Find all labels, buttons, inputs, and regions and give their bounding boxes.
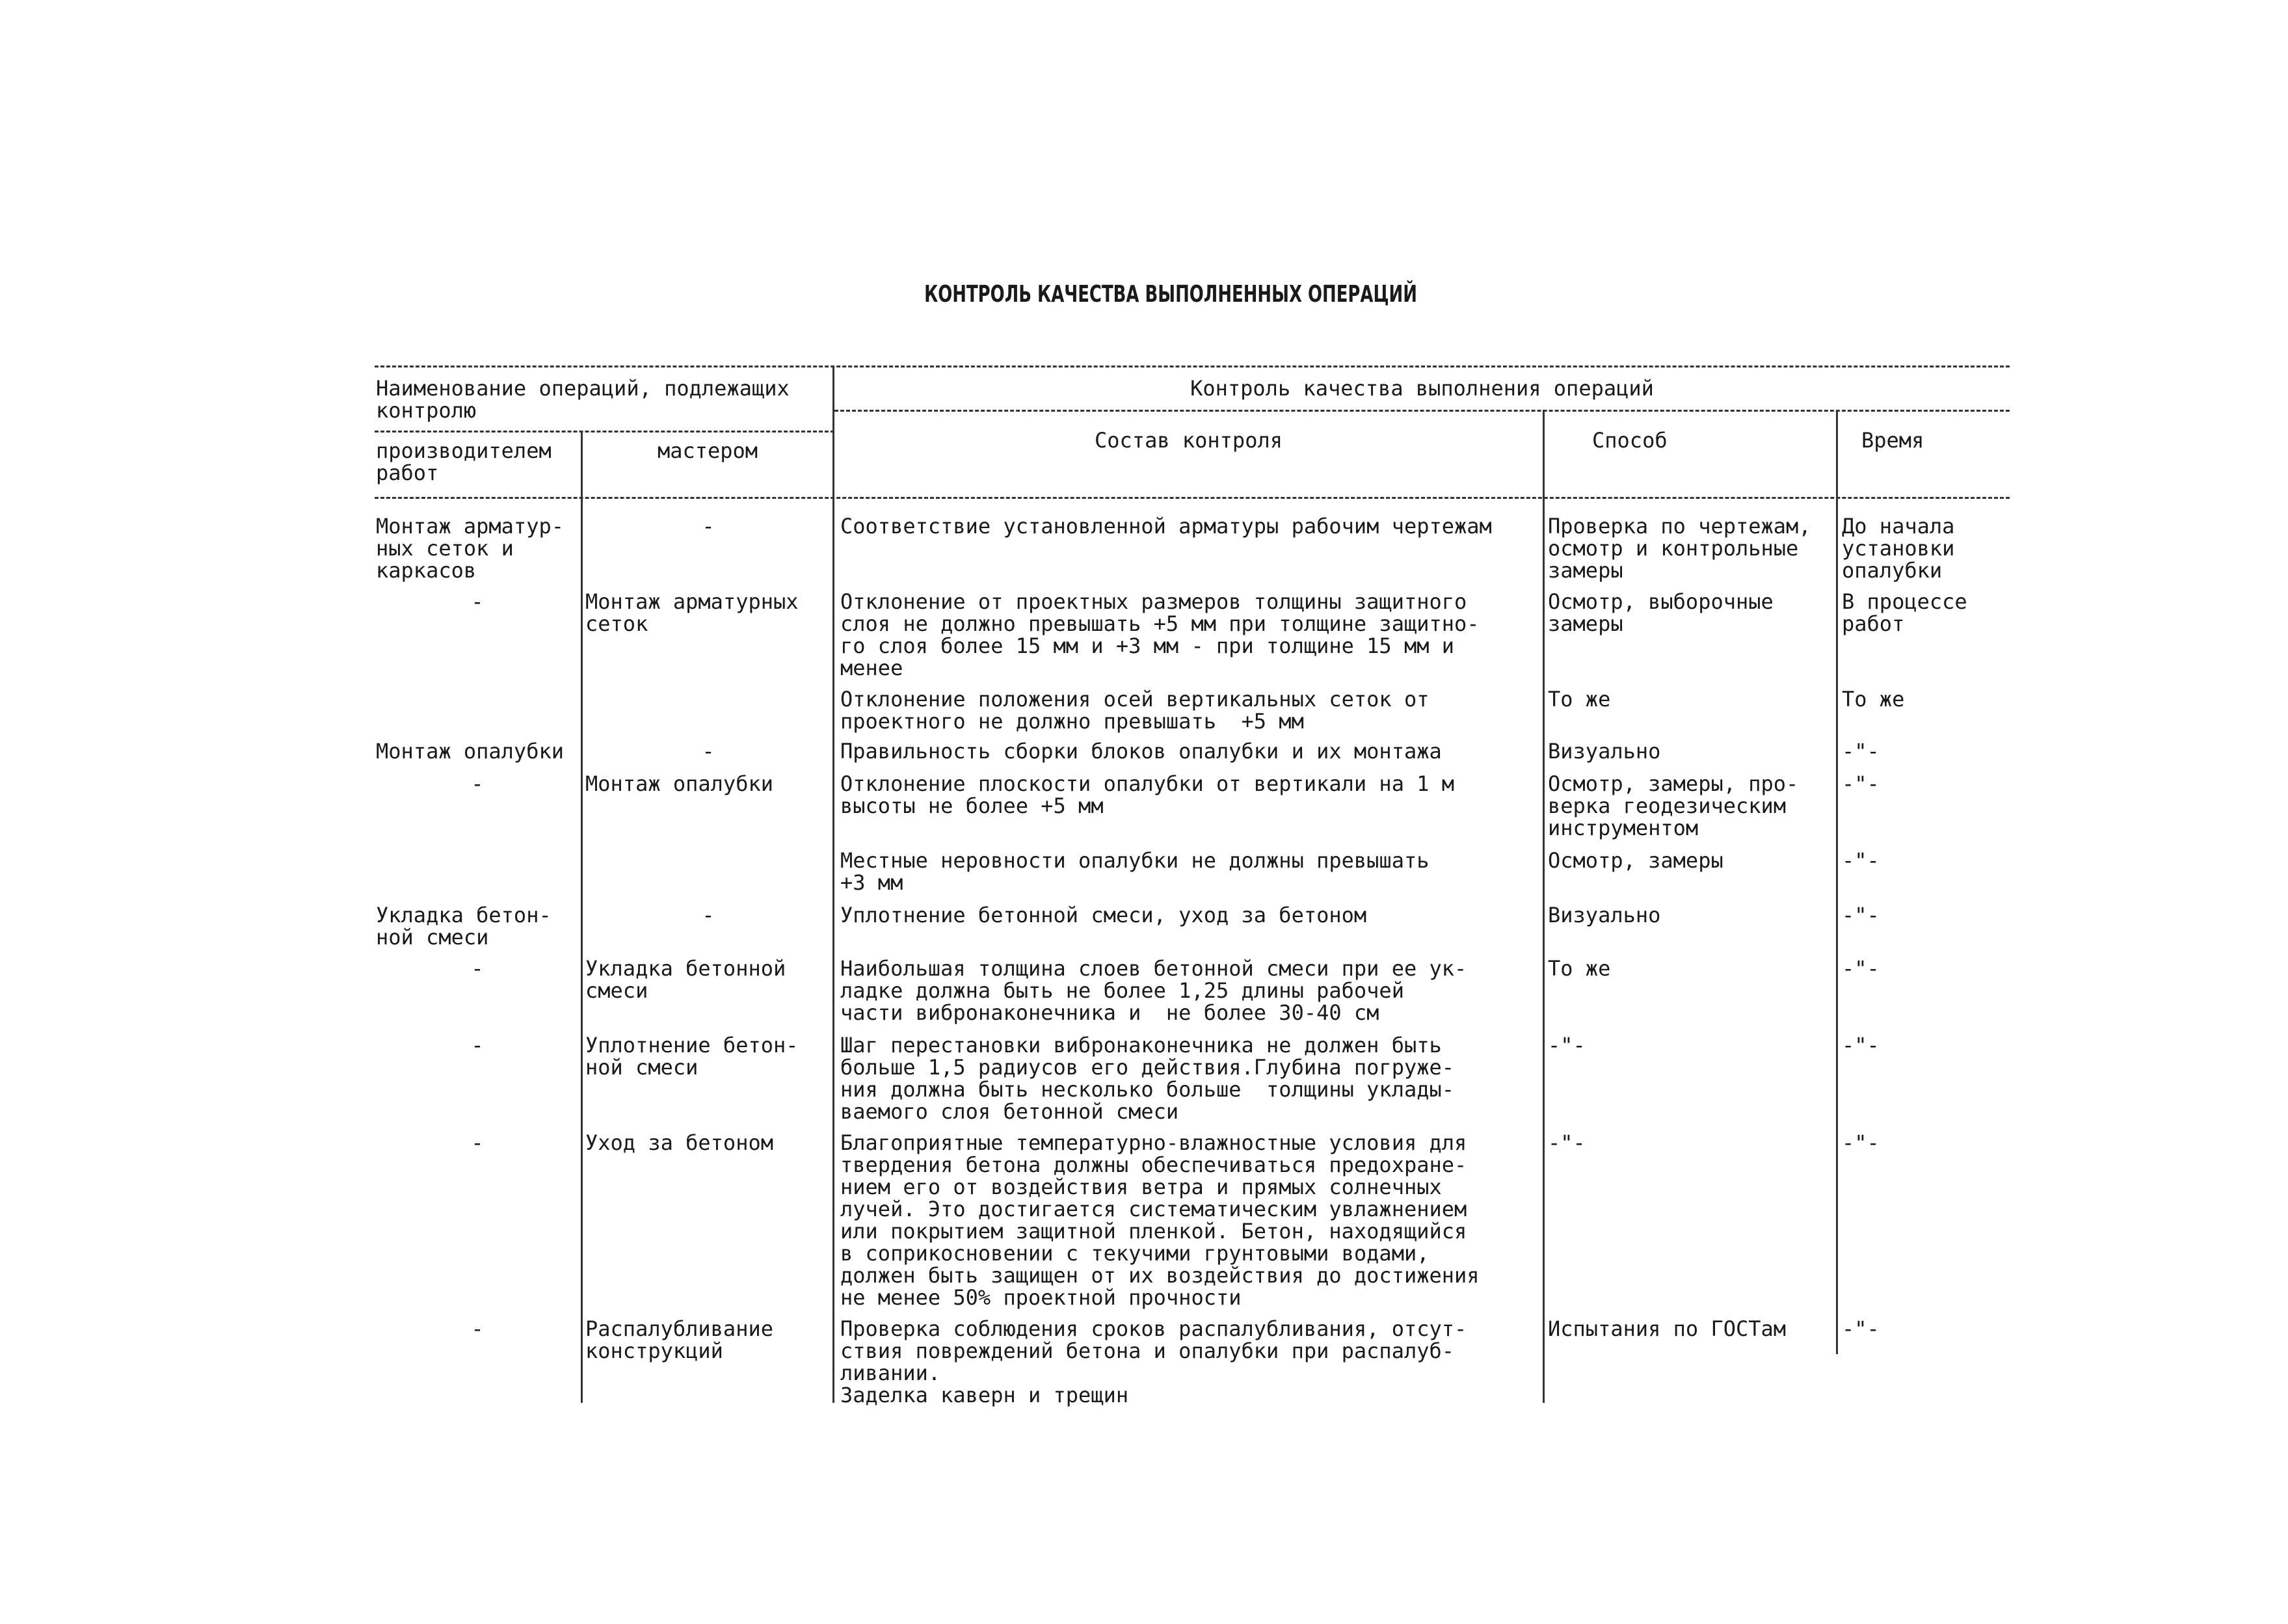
table-cell-producer	[376, 1132, 579, 1154]
text-line: замеры	[1548, 611, 1623, 636]
table-cell-time	[1842, 957, 2011, 979]
text-line: работ	[376, 460, 439, 485]
text-line: Отклонение от проектных размеров толщины защитного	[840, 589, 1467, 614]
text-line: Местные неровности опалубки не должны превышать	[840, 848, 1430, 873]
text-line: Отклонение плоскости опалубки от вертикали на 1 м	[840, 771, 1455, 796]
text-line: Проверка соблюдения сроков распалубливания, отсут-	[840, 1316, 1467, 1341]
text-line: Уплотнение бетон-	[585, 1033, 799, 1058]
text-line: опалубки	[1842, 558, 1943, 583]
text-line: -	[702, 739, 715, 764]
text-line: То же	[1548, 687, 1611, 712]
table-cell-time	[1842, 1034, 2011, 1056]
table-cell-time	[1842, 773, 2011, 795]
text-line: твердения бетона должны обеспечиваться предохране-	[840, 1152, 1467, 1177]
text-line: -	[702, 514, 715, 539]
table-cell-method	[1548, 740, 1834, 762]
text-line: Правильность сборки блоков опалубки и их монтажа	[840, 739, 1442, 764]
text-line: или покрытием защитной пленкой. Бетон, находящийся	[840, 1219, 1467, 1244]
table-cell-composition	[840, 740, 1541, 762]
header-method-column: Способ	[1592, 428, 1668, 453]
table-cell-time	[1842, 904, 2011, 926]
column-divider-1	[581, 431, 583, 1403]
table-cell-method	[1548, 957, 1834, 979]
table-cell-composition	[840, 773, 1541, 817]
table-cell-master	[585, 957, 831, 1002]
header-composition-column: Состав контроля	[1095, 428, 1283, 453]
text-line: Визуально	[1548, 739, 1661, 764]
text-line: -"-	[1842, 771, 1880, 796]
table-cell-composition	[840, 515, 1541, 537]
text-line: -	[471, 589, 484, 614]
text-line: ния должна быть несколько больше толщины уклады-	[840, 1077, 1455, 1102]
text-line: Укладка бетон-	[376, 903, 552, 927]
table-cell-method	[1548, 904, 1834, 926]
text-line: Проверка по чертежам,	[1548, 514, 1811, 539]
text-line: ствия повреждений бетона и опалубки при распалуб-	[840, 1338, 1455, 1363]
text-line: То же	[1842, 687, 1905, 712]
text-line: -"-	[1842, 739, 1880, 764]
text-line: -"-	[1842, 1130, 1880, 1155]
column-divider-2	[832, 366, 834, 1403]
text-line: го слоя более 15 мм и +3 мм - при толщине 15 мм и	[840, 633, 1455, 658]
table-cell-method	[1548, 849, 1834, 872]
text-line: ваемого слоя бетонной смеси	[840, 1099, 1179, 1124]
text-line: нием его от воздействия ветра и прямых солнечных	[840, 1175, 1442, 1199]
page-title: КОНТРОЛЬ КАЧЕСТВА ВЫПОЛНЕННЫХ ОПЕРАЦИЙ	[924, 281, 1417, 308]
text-line: -	[471, 956, 484, 981]
column-divider-3	[1543, 410, 1545, 1403]
text-line: ной смеси	[376, 925, 489, 950]
text-line: ливании.	[840, 1361, 941, 1385]
table-cell-composition	[840, 591, 1541, 679]
text-line: не менее 50% проектной прочности	[840, 1285, 1242, 1310]
header-operations-group	[376, 377, 790, 421]
table-cell-producer	[376, 1034, 579, 1056]
text-line: -	[471, 1130, 484, 1155]
table-cell-method	[1548, 1132, 1834, 1154]
table-cell-master	[585, 1034, 831, 1078]
text-line: инструментом	[1548, 816, 1699, 840]
table-cell-master	[585, 904, 831, 926]
text-line: Испытания по ГОСТам	[1548, 1316, 1787, 1341]
table-cell-master	[585, 1318, 831, 1362]
table-cell-time	[1842, 515, 2011, 581]
column-divider-4	[1836, 410, 1838, 1354]
text-line: Распалубливание	[585, 1316, 773, 1341]
text-line: менее	[840, 656, 903, 680]
table-cell-master	[585, 591, 831, 635]
table-cell-time	[1842, 1132, 2011, 1154]
text-line: Наибольшая толщина слоев бетонной смеси при ее ук-	[840, 956, 1467, 981]
header-time-column: Время	[1861, 428, 1924, 453]
table-cell-method	[1548, 1318, 1834, 1340]
text-line: Визуально	[1548, 903, 1661, 927]
header-bottom-rule	[375, 497, 2010, 499]
text-line: -"-	[1842, 956, 1880, 981]
text-line: высоты не более +5 мм	[840, 793, 1104, 818]
header-master-column: мастером	[657, 438, 758, 463]
text-line: Укладка бетонной	[585, 956, 786, 981]
table-cell-producer	[376, 591, 579, 613]
text-line: Шаг перестановки вибронаконечника не должен быть	[840, 1033, 1442, 1058]
table-cell-time	[1842, 740, 2011, 762]
table-cell-method	[1548, 773, 1834, 839]
text-line: -"-	[1842, 1316, 1880, 1341]
table-cell-method	[1548, 515, 1834, 581]
text-line: больше 1,5 радиусов его действия.Глубина погруже-	[840, 1055, 1455, 1080]
text-line: Наименование операций, подлежащих	[376, 376, 790, 401]
table-cell-time	[1842, 849, 2011, 872]
text-line: Соответствие установленной арматуры рабочим чертежам	[840, 514, 1492, 539]
text-line: каркасов	[376, 558, 477, 583]
text-line: +3 мм	[840, 870, 903, 895]
table-cell-time	[1842, 1318, 2011, 1340]
text-line: До начала	[1842, 514, 1955, 539]
text-line: -"-	[1842, 848, 1880, 873]
table-cell-master	[585, 1132, 831, 1154]
text-line: -"-	[1842, 903, 1880, 927]
group-header-rule	[834, 410, 2010, 412]
text-line: Благоприятные температурно-влажностные условия для	[840, 1130, 1467, 1155]
table-cell-master	[585, 740, 831, 762]
text-line: в соприкосновении с текучими грунтовыми водами,	[840, 1241, 1430, 1266]
text-line: -"-	[1548, 1130, 1586, 1155]
text-line: -"-	[1842, 1033, 1880, 1058]
table-top-rule	[375, 366, 2010, 367]
table-cell-producer	[376, 957, 579, 979]
text-line: части вибронаконечника и не более 30-40 см	[840, 1000, 1379, 1025]
text-line: ных сеток и	[376, 536, 514, 561]
text-line: -	[702, 903, 715, 927]
text-line: Монтаж опалубки	[376, 739, 564, 764]
text-line: верка геодезическим	[1548, 793, 1787, 818]
text-line: Уплотнение бетонной смеси, уход за бетоном	[840, 903, 1367, 927]
text-line: сеток	[585, 611, 648, 636]
table-cell-producer	[376, 773, 579, 795]
table-cell-composition	[840, 957, 1541, 1024]
text-line: производителем	[376, 438, 552, 463]
text-line: Отклонение положения осей вертикальных сеток от	[840, 687, 1430, 712]
text-line: Осмотр, замеры	[1548, 848, 1723, 873]
table-cell-composition	[840, 688, 1541, 732]
text-line: смеси	[585, 978, 648, 1003]
table-cell-master	[585, 515, 831, 537]
text-line: конструкций	[585, 1338, 723, 1363]
text-line: -	[471, 1033, 484, 1058]
table-cell-composition	[840, 1034, 1541, 1123]
text-line: ладке должна быть не более 1,25 длины рабочей	[840, 978, 1404, 1003]
text-line: проектного не должно превышать +5 мм	[840, 709, 1304, 734]
left-group-rule	[375, 431, 834, 433]
text-line: Заделка каверн и трещин	[840, 1383, 1129, 1407]
text-line: замеры	[1548, 558, 1623, 583]
text-line: В процессе	[1842, 589, 1967, 614]
text-line: -"-	[1548, 1033, 1586, 1058]
table-cell-producer	[376, 515, 579, 581]
table-cell-composition	[840, 1318, 1541, 1406]
table-cell-method	[1548, 688, 1834, 710]
text-line: Монтаж арматур-	[376, 514, 564, 539]
table-cell-composition	[840, 904, 1541, 926]
table-cell-time	[1842, 591, 2011, 635]
table-cell-method	[1548, 591, 1834, 635]
text-line: Монтаж арматурных	[585, 589, 799, 614]
table-cell-producer	[376, 904, 579, 948]
text-line: лучей. Это достигается систематическим увлажнением	[840, 1197, 1467, 1221]
text-line: Монтаж опалубки	[585, 771, 773, 796]
table-cell-producer	[376, 1318, 579, 1340]
text-line: Уход за бетоном	[585, 1130, 773, 1155]
header-quality-control-group: Контроль качества выполнения операций	[1190, 376, 1654, 401]
table-cell-method	[1548, 1034, 1834, 1056]
text-line: осмотр и контрольные	[1548, 536, 1799, 561]
header-producer-column	[376, 440, 552, 484]
table-cell-master	[585, 773, 831, 795]
text-line: ной смеси	[585, 1055, 698, 1080]
text-line: работ	[1842, 611, 1905, 636]
text-line: контролю	[376, 398, 477, 423]
table-cell-time	[1842, 688, 2011, 710]
table-cell-composition	[840, 849, 1541, 894]
text-line: Осмотр, замеры, про-	[1548, 771, 1799, 796]
text-line: должен быть защищен от их воздействия до достижения	[840, 1263, 1480, 1288]
text-line: -	[471, 771, 484, 796]
table-cell-composition	[840, 1132, 1541, 1309]
text-line: установки	[1842, 536, 1955, 561]
text-line: То же	[1548, 956, 1611, 981]
text-line: Осмотр, выборочные	[1548, 589, 1774, 614]
table-cell-producer	[376, 740, 579, 762]
text-line: слоя не должно превышать +5 мм при толщине защитно-	[840, 611, 1480, 636]
text-line: -	[471, 1316, 484, 1341]
